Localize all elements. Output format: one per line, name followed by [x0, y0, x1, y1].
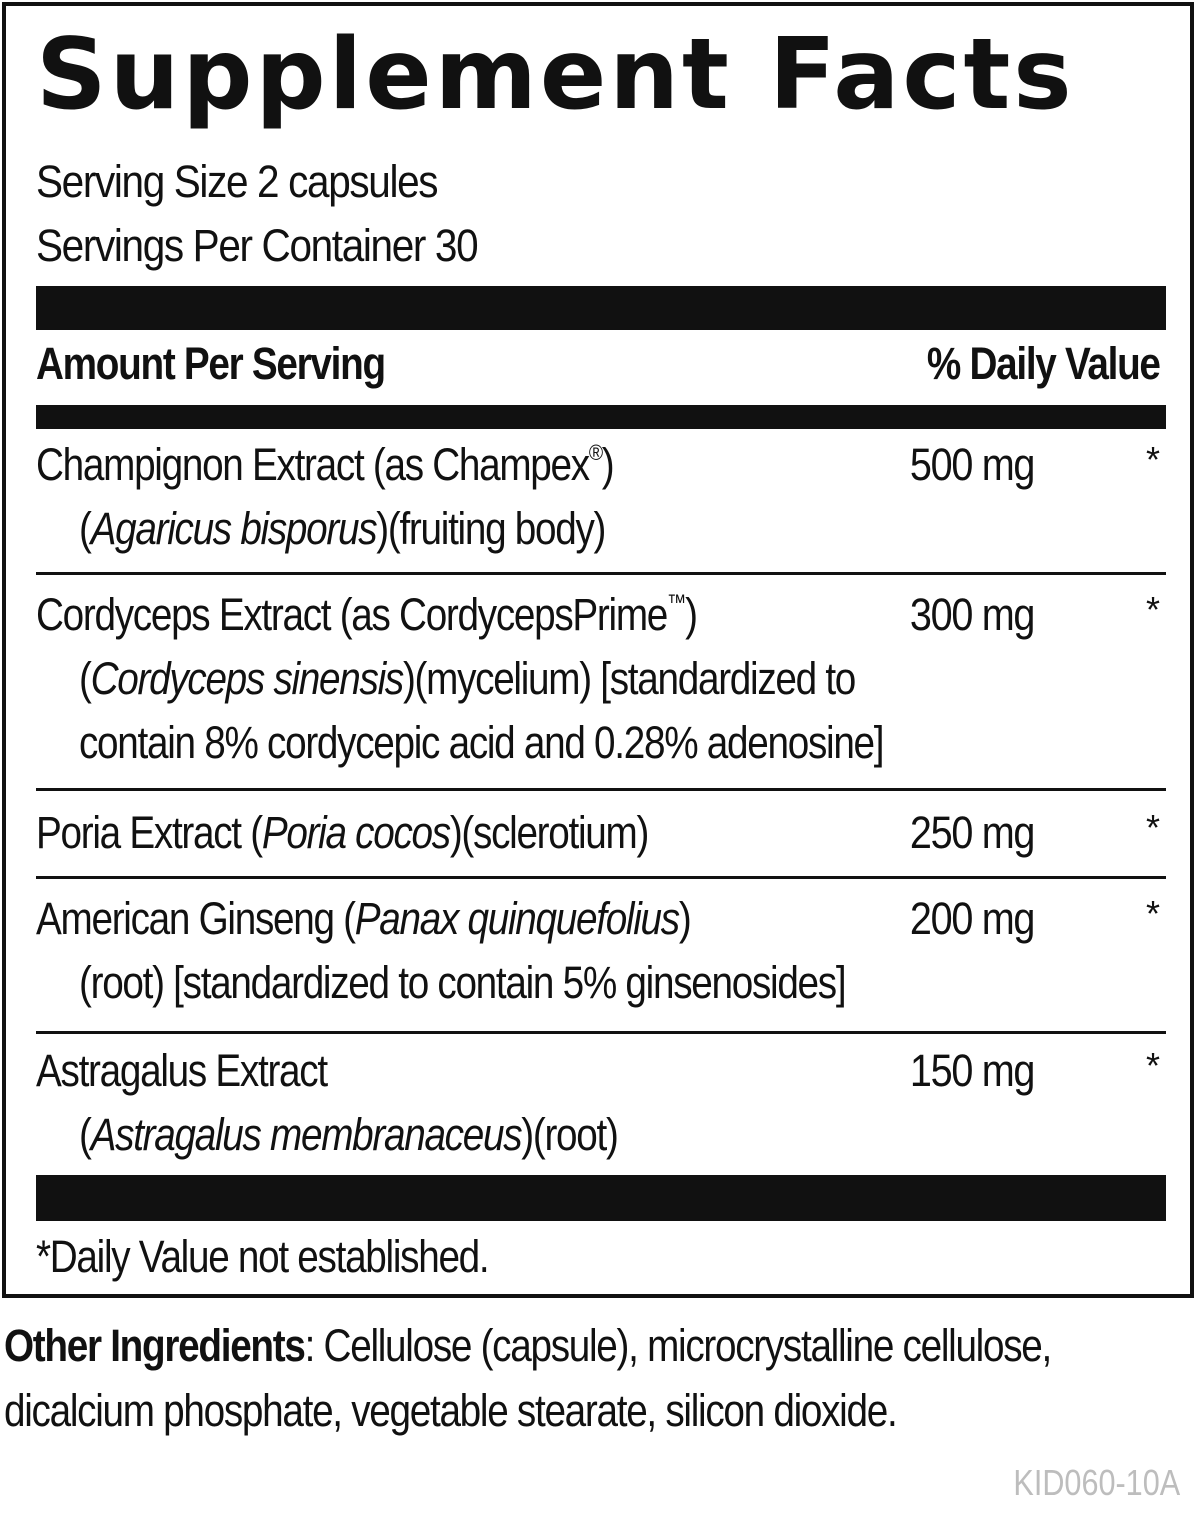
ingredient-amount: 200 mg [909, 893, 1034, 944]
ingredient-amount: 300 mg [909, 589, 1034, 640]
row-divider [36, 572, 1166, 575]
ingredient-standardization: contain 8% cordycepic acid and 0.28% adenosine] [79, 717, 884, 768]
ingredient-dv: * [1145, 893, 1160, 934]
product-code: KID060-10A [1013, 1462, 1180, 1503]
row-divider [36, 788, 1166, 791]
ingredient-amount: 150 mg [909, 1045, 1034, 1096]
other-ingredients-line1: Other Ingredients: Cellulose (capsule), microcrystalline cellulose, [4, 1320, 1051, 1371]
other-ingredients-line2: dicalcium phosphate, vegetable stearate, silicon dioxide. [4, 1385, 897, 1437]
ingredient-name: Astragalus Extract [36, 1045, 327, 1096]
ingredient-dv: * [1145, 1045, 1160, 1086]
ingredient-dv: * [1145, 439, 1160, 480]
divider-thick [36, 286, 1166, 330]
ingredient-name: American Ginseng (Panax quinquefolius) [36, 893, 691, 944]
daily-value-header: % Daily Value [927, 338, 1160, 389]
ingredient-dv: * [1145, 589, 1160, 630]
divider-thick [36, 1175, 1166, 1221]
ingredient-dv: * [1145, 807, 1160, 848]
other-ingredients [4, 1313, 1051, 1444]
row-divider [36, 1031, 1166, 1034]
daily-value-footnote: *Daily Value not established. [36, 1231, 489, 1282]
supplement-facts-panel [2, 2, 1194, 1298]
ingredient-name: Cordyceps Extract (as CordycepsPrime™) [36, 589, 697, 640]
row-divider [36, 876, 1166, 879]
ingredient-source: (Agaricus bisporus)(fruiting body) [79, 503, 606, 554]
amount-per-serving-header: Amount Per Serving [36, 338, 385, 389]
ingredient-source: (Astragalus membranaceus)(root) [79, 1109, 618, 1160]
other-ingredients-label: Other Ingredients [4, 1320, 305, 1371]
ingredient-amount: 250 mg [909, 807, 1034, 858]
ingredient-source: (Cordyceps sinensis)(mycelium) [standardized to [79, 653, 856, 704]
servings-per-container: Servings Per Container 30 [36, 220, 478, 271]
ingredient-amount: 500 mg [909, 439, 1034, 490]
serving-size: Serving Size 2 capsules [36, 156, 438, 207]
panel-title: Supplement Facts [36, 18, 1075, 132]
ingredient-standardization: (root) [standardized to contain 5% ginsenosides] [79, 957, 846, 1008]
ingredient-name: Champignon Extract (as Champex®) [36, 439, 614, 490]
divider-medium [36, 405, 1166, 429]
ingredient-name: Poria Extract (Poria cocos)(sclerotium) [36, 807, 649, 858]
